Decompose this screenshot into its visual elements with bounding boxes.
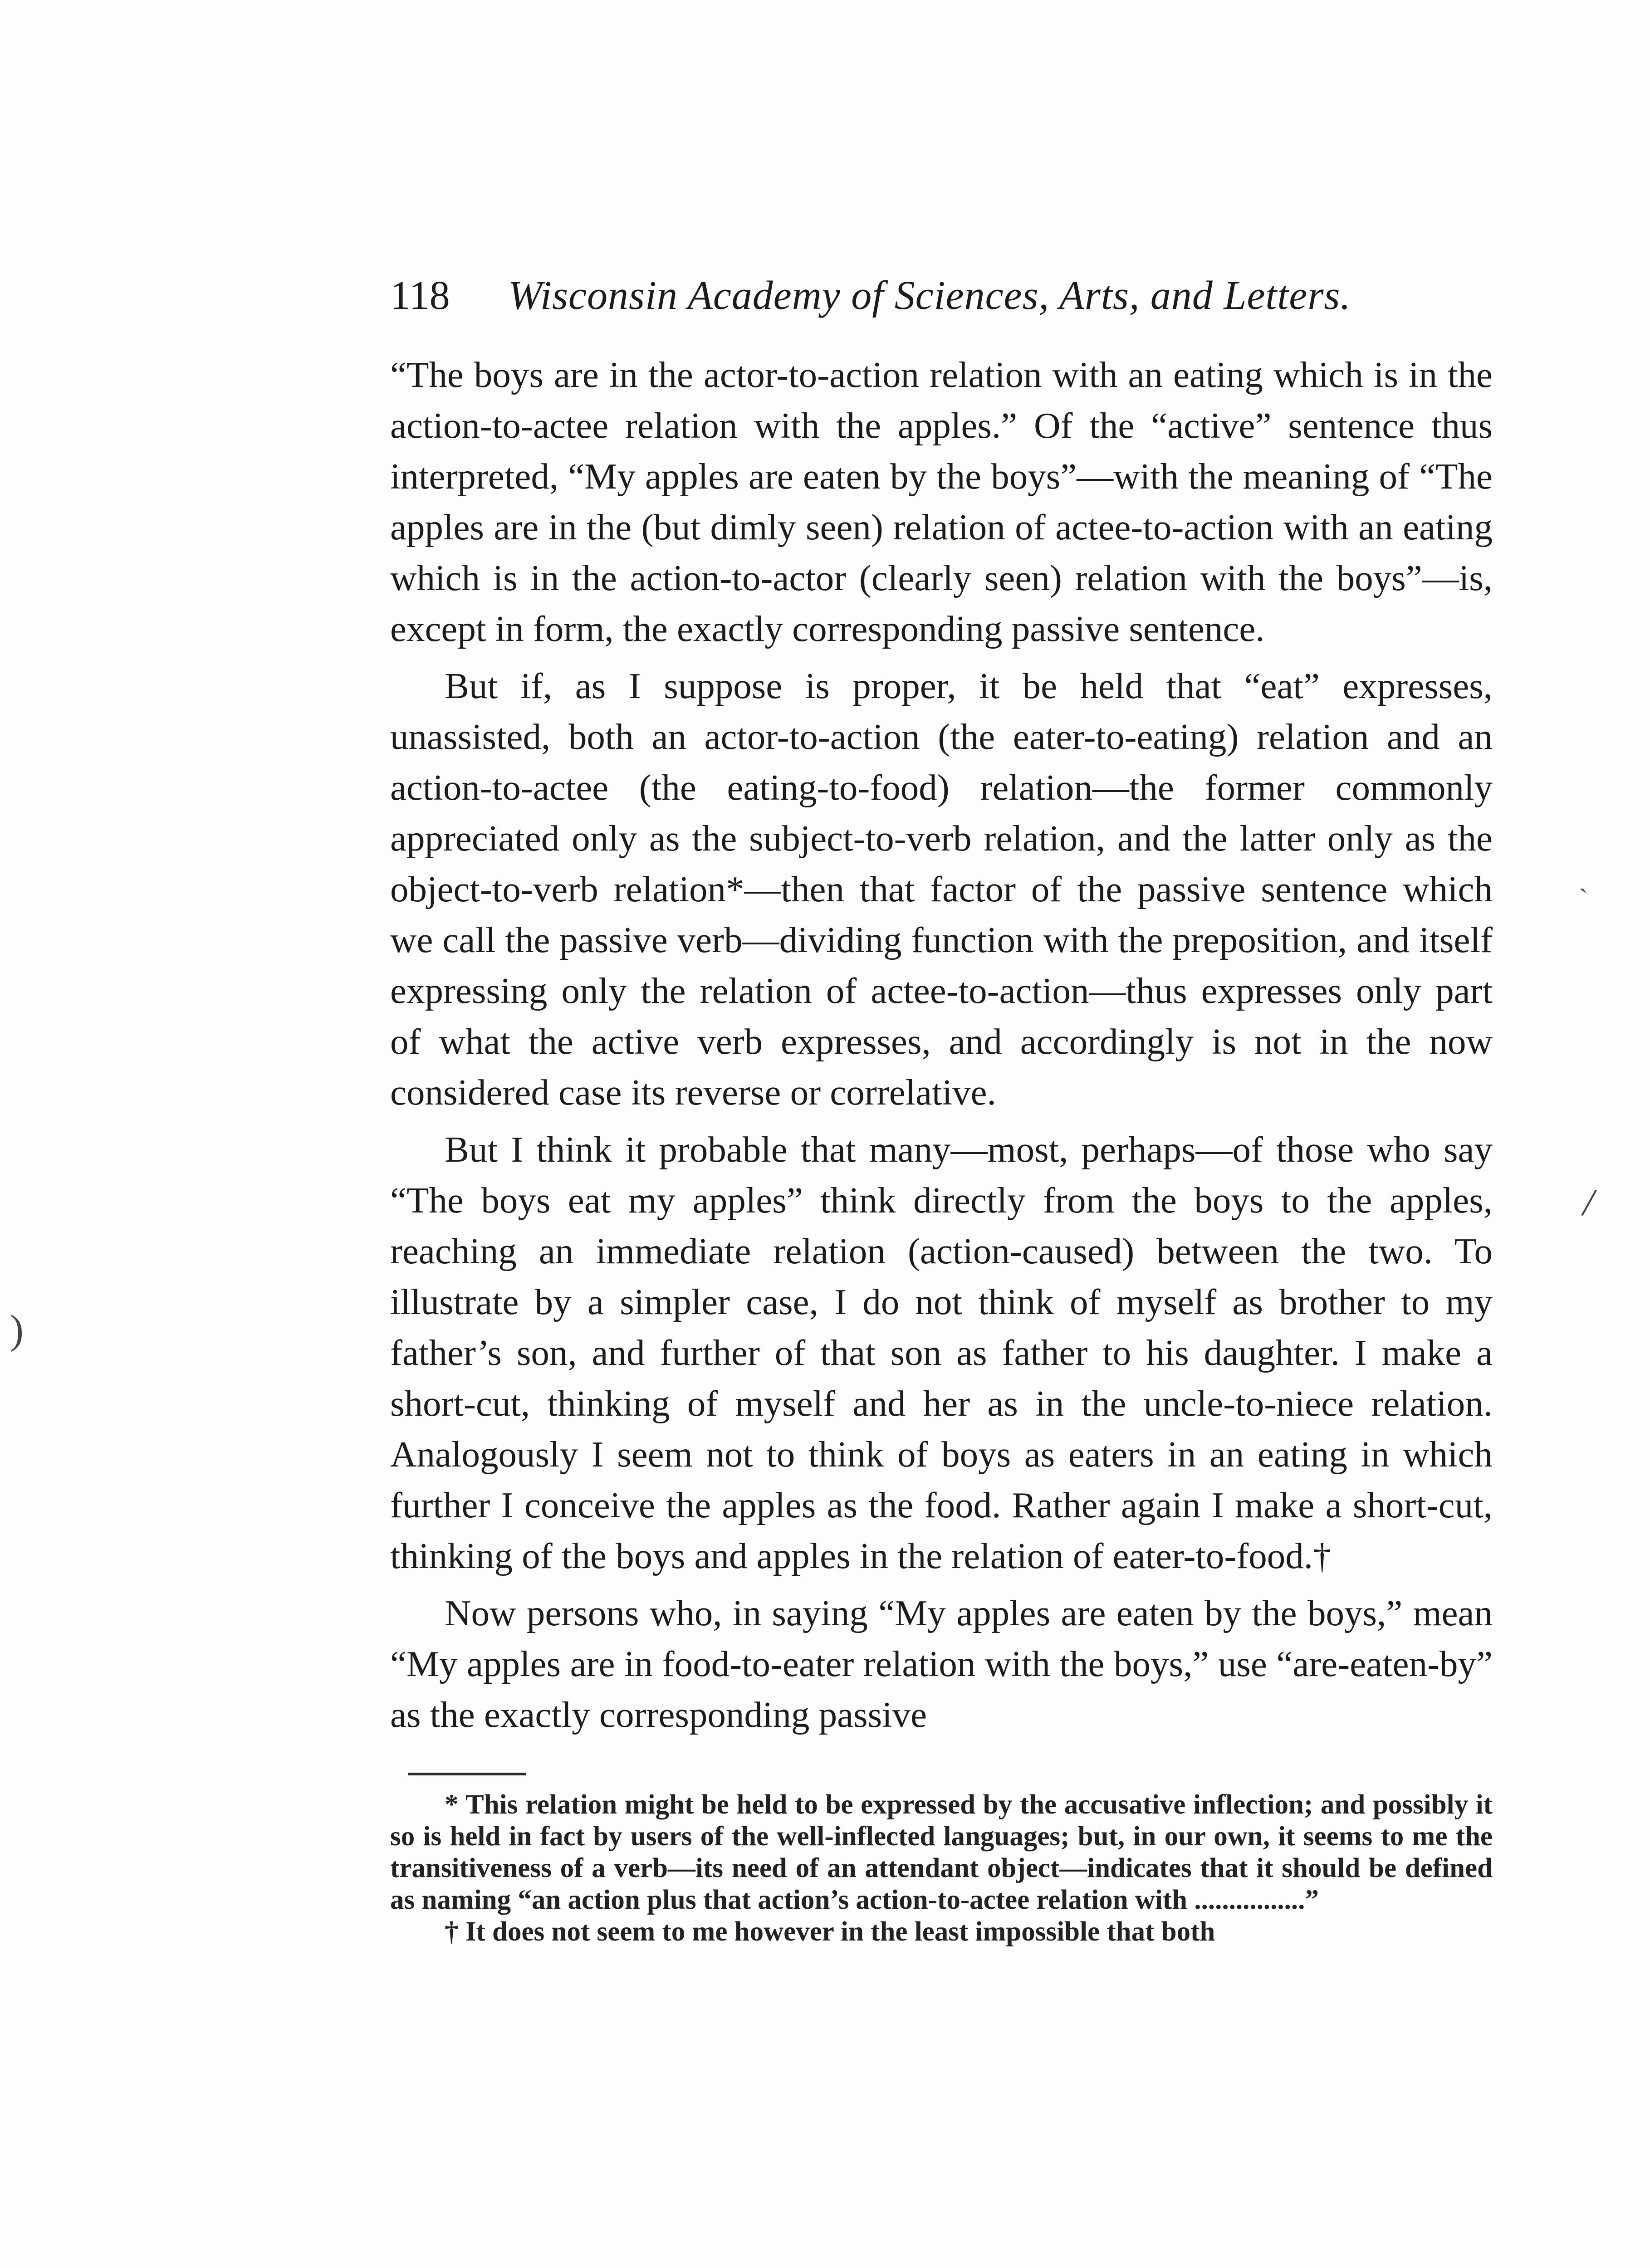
footnote-asterisk: * This relation might be held to be expressed by the accusative inflection; and possibly it so is held in fact by users of the well-inflected languages; but, in our own, it seems to me the transitiveness of a verb—its need of an attendant object—indicates that it should be defined as naming “an action plus that action’s action-to-actee relation with ................” (390, 1789, 1493, 1915)
body-text (390, 349, 1493, 1740)
paragraph-2: But if, as I suppose is proper, it be held that “eat” expresses, unassisted, both an actor-to-action (the eater-to-eating) relation and an action-to-actee (the eating-to-food) relation—the former commonly appreciated only as the subject-to-verb relation, and the latter only as the object-to-verb relation*—then that factor of the passive sentence which we call the passive verb—dividing function with the preposition, and itself expressing only the relation of actee-to-action—thus expresses only part of what the active verb expresses, and accordingly is not in the now considered case its reverse or correlative. (390, 665, 1493, 1113)
margin-scan-mark-right: / (1579, 1179, 1599, 1226)
margin-scan-mark-right-top: ˴ (1579, 871, 1588, 901)
page-content (390, 272, 1493, 1948)
footnote-dagger: † It does not seem to me however in the least impossible that both (445, 1916, 1215, 1947)
paragraph-4: Now persons who, in saying “My apples are eaten by the boys,” mean “My apples are in food-to-eater relation with the boys,” use “are-eaten-by” as the exactly corresponding passive (390, 1593, 1493, 1735)
journal-title: Wisconsin Academy of Sciences, Arts, and Letters. (508, 273, 1351, 318)
footnote-rule (408, 1773, 526, 1775)
paragraph-3: But I think it probable that many—most, perhaps—of those who say “The boys eat my apples” think directly from the boys to the apples, reaching an immediate relation (action-caused) between the two. To illustrate by a simpler case, I do not think of myself as brother to my father’s son, and further of that son as father to his daughter. I make a short-cut, thinking of myself and her as in the uncle-to-niece relation. Analogously I seem not to think of boys as eaters in an eating in which further I conceive the apples as the food. Rather again I make a short-cut, thinking of the boys and apples in the relation of eater-to-food.† (390, 1129, 1493, 1576)
margin-scan-mark-left: ) (10, 1307, 24, 1352)
paragraph-1: “The boys are in the actor-to-action relation with an eating which is in the action-to-actee relation with the apples.” Of the “active” sentence thus interpreted, “My apples are eaten by the boys”—with the meaning of “The apples are in the (but dimly seen) relation of actee-to-action with an eating which is in the action-to-actor (clearly seen) relation with the boys”—is, except in form, the exactly corresponding passive sentence. (390, 354, 1493, 649)
footnotes (390, 1789, 1493, 1948)
page-number: 118 (390, 273, 450, 318)
running-head (390, 272, 1493, 345)
